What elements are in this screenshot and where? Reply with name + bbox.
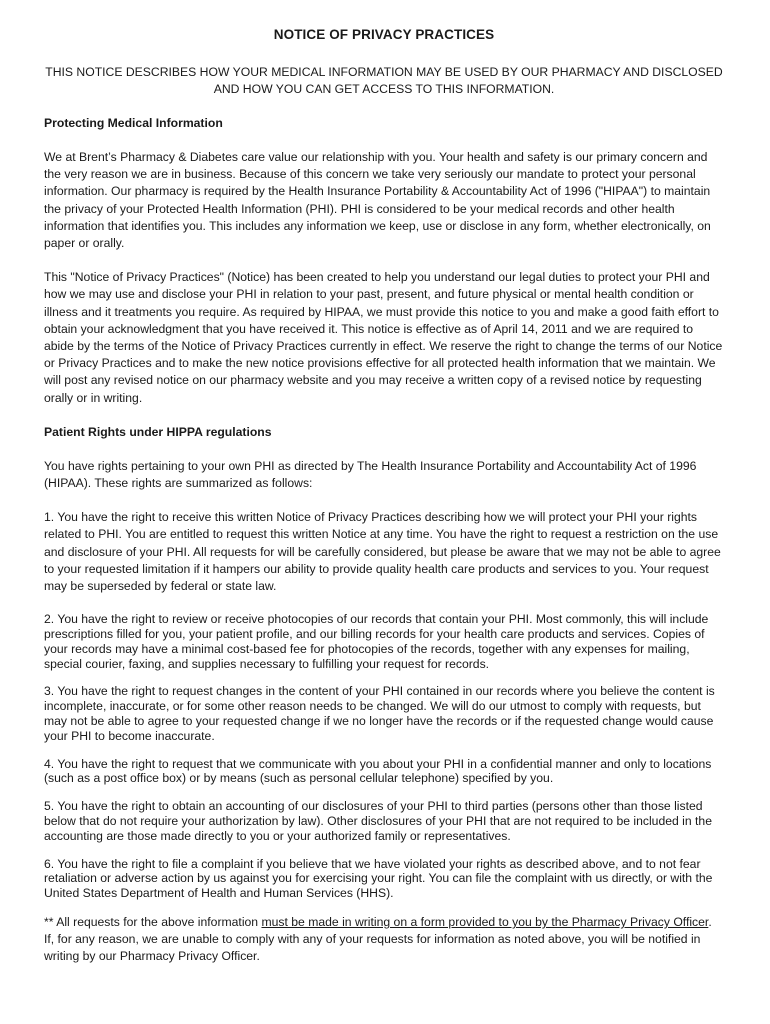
footnote-end: . If, for any reason, we are unable to comply with any of your requests for information as noted above, you will be notified in writing by our Pharmacy Privacy Officer.: [44, 915, 712, 964]
right-item-1: 1. You have the right to receive this written Notice of Privacy Practices describing how we will protect your PHI your rights related to PHI. You are entitled to request this written Notice at any time. You have the right to request a restriction on the use and disclosure of your PHI. All requests for will be carefully considered, but please be aware that we may not be able to agree to your requested limitation if it hampers our ability to provide quality health care products and services to you. Your request may be superseded by federal or state law.: [44, 510, 721, 594]
page-title: NOTICE OF PRIVACY PRACTICES: [273, 27, 495, 42]
right-item-4: 4. You have the right to request that we communicate with you about your PHI in a confidential manner and only to locations (such as a post office box) or by means (such as personal cellular telephone) specified by you.: [44, 756, 712, 786]
section-heading-protecting: Protecting Medical Information: [44, 116, 223, 130]
footnote-start: ** All requests for the above information: [44, 915, 262, 930]
right-item-3: 3. You have the right to request changes in the content of your PHI contained in our records where you believe the content is incomplete, inaccurate, or for some other reason needs to be changed. We will do our utmost to comply with requests, but may not be able to agree to your requested change if we no longer have the records or if the requested change would cause your PHI to become inaccurate.: [44, 684, 715, 743]
notice-subtitle: THIS NOTICE DESCRIBES HOW YOUR MEDICAL INFORMATION MAY BE USED BY OUR PHARMACY AND DISCLOSED AND HOW YOU CAN GET ACCESS TO THIS INFORMATION.: [45, 65, 723, 96]
right-item-2: 2. You have the right to review or receive photocopies of our records that contain your PHI. Most commonly, this will include prescriptions filled for you, your patient profile, and our billing records for your health care products and services. Copies of your records may have a minimal cost-based fee for photocopies of the records, together with any expenses for mailing, special courier, faxing, and supplies necessary to fulfilling your request for records.: [44, 612, 709, 671]
section-heading-patient-rights: Patient Rights under HIPPA regulations: [44, 424, 272, 439]
paragraph-rights-intro: You have rights pertaining to your own PHI as directed by The Health Insurance Portability and Accountability Act of 1996 (HIPAA). These rights are summarized as follows:: [44, 458, 697, 491]
footnote-underlined: must be made in writing on a form provided to you by the Pharmacy Privacy Officer: [261, 915, 709, 930]
footnote: [44, 914, 724, 966]
paragraph-intro: We at Brent’s Pharmacy & Diabetes care value our relationship with you. Your health and safety is our primary concern and the very reason we are in business. Because of this concern we take very seriously our mandate to protect your personal information. Our pharmacy is required by the Health Insurance Portability & Accountability Act of 1996 ("HIPAA") to maintain the privacy of your Protected Health Information (PHI). PHI is considered to be your medical records and other health information that identifies you. This includes any information we keep, use or disclose in any form, whether electronically, on paper or orally.: [44, 150, 711, 251]
right-item-5: 5. You have the right to obtain an accounting of our disclosures of your PHI to third parties (persons other than those listed below that do not require your authorization by law). Other disclosures of your PHI that are not required to be included in the accounting are those made directly to you or your authorized family or representatives.: [44, 799, 712, 843]
right-item-6: 6. You have the right to file a complaint if you believe that we have violated your rights as described above, and to not fear retaliation or adverse action by us against you for exercising your right. You can file the complaint with us directly, or with the United States Department of Health and Human Services (HHS).: [44, 856, 713, 901]
paragraph-notice-purpose: This "Notice of Privacy Practices" (Notice) has been created to help you understand our legal duties to protect your PHI and how we may use and disclose your PHI in relation to your past, present, and future physical or mental health condition or illness and it treatments you require. As required by HIPAA, we must provide this notice to you and make a good faith effort to obtain your acknowledgment that you have received it. This notice is effective as of April 14, 2011 and we are required to abide by the terms of the Notice of Privacy Practices currently in effect. We reserve the right to change the terms of our Notice or Privacy Practices and to make the new notice provisions effective for all protected health information that we maintain. We will post any revised notice on our pharmacy website and you may receive a written copy of a revised notice by requesting orally or in writing.: [44, 270, 723, 405]
